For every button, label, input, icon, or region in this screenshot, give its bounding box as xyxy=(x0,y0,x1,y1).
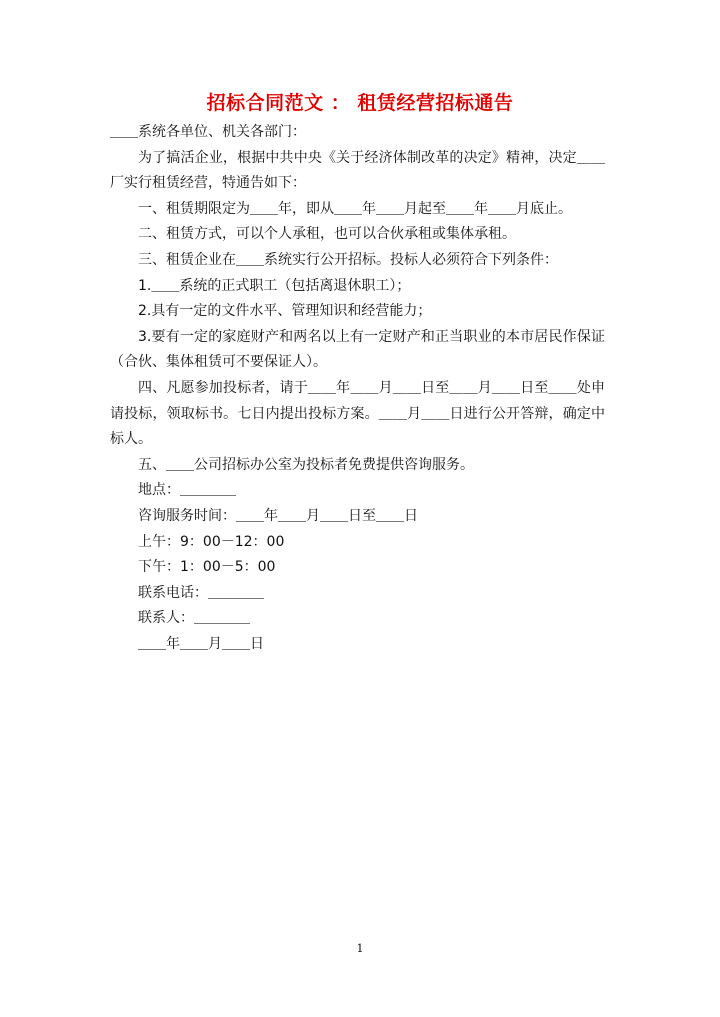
morning-hours-line: 上午：9：00－12：00 xyxy=(138,533,285,550)
clause-3-paragraph: 三、租赁企业在＿＿系统实行公开招标。投标人必须符合下列条件： xyxy=(138,251,558,268)
contact-person-line: 联系人：＿＿＿＿ xyxy=(138,610,250,627)
intro-paragraph: 为了搞活企业，根据中共中央《关于经济体制改革的决定》精神，决定＿＿厂实行租赁经营，特通告如下： xyxy=(110,149,605,192)
clause-4-paragraph: 四、凡愿参加投标者，请于＿＿年＿＿月＿＿日至＿＿月＿＿日至＿＿处申请投标，领取标书。七日内提出投标方案。＿＿月＿＿日进行公开答辩，确定中标人。 xyxy=(110,379,605,448)
clause-2-paragraph: 二、租赁方式，可以个人承租，也可以合伙承租或集体承租。 xyxy=(138,226,516,243)
document-title: 招标合同范文 ： 租赁经营招标通告 xyxy=(206,92,514,114)
document-body xyxy=(110,120,605,657)
phone-line: 联系电话：＿＿＿＿ xyxy=(138,584,264,601)
clause-5-paragraph: 五、＿＿公司招标办公室为投标者免费提供咨询服务。 xyxy=(138,456,474,473)
afternoon-hours-line: 下午：1：00－5：00 xyxy=(138,559,276,576)
page-number: 1 xyxy=(356,942,364,955)
date-line: ＿＿年＿＿月＿＿日 xyxy=(138,635,264,652)
clause-1-paragraph: 一、租赁期限定为＿＿年，即从＿＿年＿＿月起至＿＿年＿＿月底止。 xyxy=(138,200,572,217)
condition-3-paragraph: 3.要有一定的家庭财产和两名以上有一定财产和正当职业的本市居民作保证（合伙、集体租赁可不要保证人）。 xyxy=(110,328,605,371)
condition-2-paragraph: 2.具有一定的文件水平、管理知识和经营能力； xyxy=(138,303,432,320)
consult-time-line: 咨询服务时间：＿＿年＿＿月＿＿日至＿＿日 xyxy=(138,507,418,524)
salutation-paragraph: ＿＿系统各单位、机关各部门： xyxy=(110,124,306,140)
condition-1-paragraph: 1.＿＿系统的正式职工（包括离退休职工）； xyxy=(138,277,411,294)
location-line: 地点：＿＿＿＿ xyxy=(138,482,236,499)
